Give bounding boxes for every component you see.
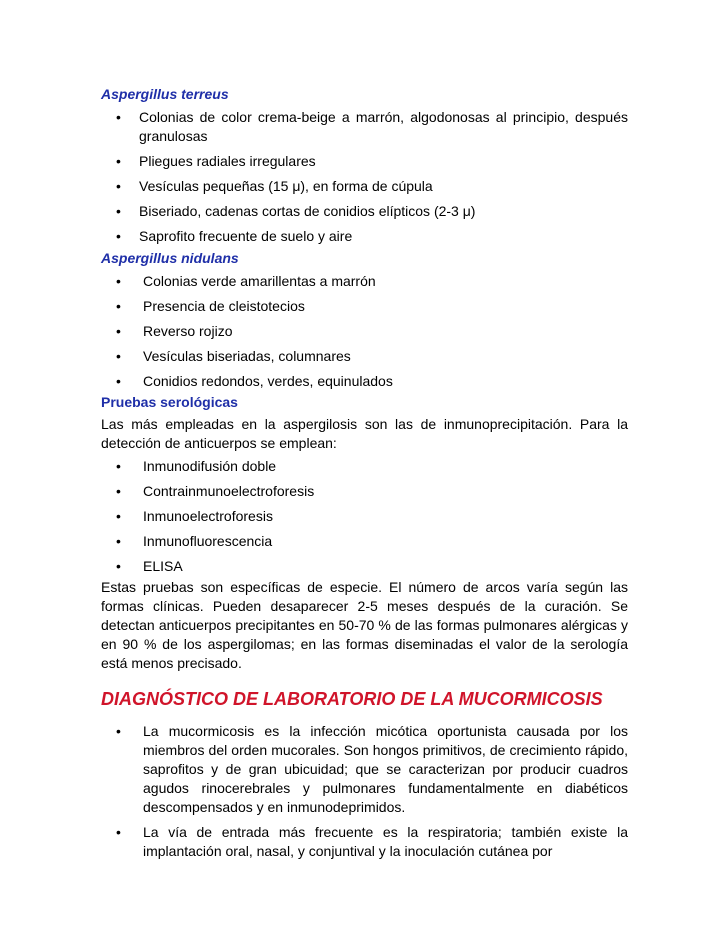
bullet-icon: • (116, 558, 121, 574)
list-item: • ELISA (116, 558, 183, 574)
list-item: • Colonias de color crema-beige a marrón, algodonosas al principio, después granulosas (116, 109, 628, 144)
bullet-icon: • (116, 273, 121, 289)
bullet-icon: • (116, 533, 121, 549)
list-item: • Presencia de cleistotecios (116, 298, 305, 314)
bullet-icon: • (116, 153, 121, 169)
list-item: • Inmunodifusión doble (116, 458, 277, 474)
bullet-icon: • (116, 824, 121, 840)
bullet-icon: • (116, 508, 121, 524)
bullet-icon: • (116, 178, 121, 194)
list-pruebas (101, 457, 628, 576)
list-terreus (101, 108, 628, 246)
bullet-icon: • (116, 723, 121, 739)
list-nidulans (101, 272, 628, 391)
bullet-icon: • (116, 203, 121, 219)
bullet-icon: • (116, 483, 121, 499)
list-item: • Contrainmunoelectroforesis (116, 483, 315, 499)
bullet-icon: • (116, 323, 121, 339)
bullet-icon: • (116, 458, 121, 474)
bullet-icon: • (116, 298, 121, 314)
bullet-icon: • (116, 228, 121, 244)
heading-aspergillus-nidulans: Aspergillus nidulans (101, 250, 239, 266)
list-item: • Vesículas biseriadas, columnares (116, 348, 351, 364)
heading-mucormicosis: DIAGNÓSTICO DE LABORATORIO DE LA MUCORMICOSIS (101, 689, 603, 709)
list-mucormicosis (101, 722, 628, 861)
list-item: • Reverso rojizo (116, 323, 233, 339)
bullet-icon: • (116, 109, 121, 125)
bullet-icon: • (116, 348, 121, 364)
list-item: • Colonias verde amarillentas a marrón (116, 273, 376, 289)
list-item: • La mucormicosis es la infección micótica oportunista causada por los miembros del orden mucorales. Son hongos primitivos, de crecimiento rápido, saprofitos y de gran ubicuidad; que se caracterizan por producir cuadros agudos rinocerebrales y pulmonares fundamentalmente en diabéticos descompensados y en inmunodeprimidos. (116, 723, 628, 815)
heading-pruebas-serologicas: Pruebas serológicas (101, 394, 238, 410)
list-item: • Saprofito frecuente de suelo y aire (116, 228, 353, 244)
document-page (101, 85, 628, 861)
list-item: • Inmunoelectroforesis (116, 508, 273, 524)
bullet-icon: • (116, 373, 121, 389)
heading-aspergillus-terreus: Aspergillus terreus (101, 86, 229, 102)
list-item: • Inmunofluorescencia (116, 533, 273, 549)
paragraph-intro: Las más empleadas en la aspergilosis son las de inmunoprecipitación. Para la detección de anticuerpos se emplean: (101, 416, 628, 451)
list-item: • Vesículas pequeñas (15 μ), en forma de cúpula (116, 178, 433, 194)
list-item: • Biseriado, cadenas cortas de conidios elípticos (2-3 μ) (116, 203, 476, 219)
list-item: • La vía de entrada más frecuente es la respiratoria; también existe la implantación oral, nasal, y conjuntival y la inoculación cutánea por (116, 824, 628, 859)
list-item: • Pliegues radiales irregulares (116, 153, 316, 169)
list-item: • Conidios redondos, verdes, equinulados (116, 373, 393, 389)
paragraph-outro: Estas pruebas son específicas de especie. El número de arcos varía según las formas clínicas. Pueden desaparecer 2-5 meses después de la curación. Se detectan anticuerpos precipitantes en 50-70 % de las formas pulmonares alérgicas y en 90 % de los aspergilomas; en las formas diseminadas el valor de la serología está menos precisado. (101, 579, 628, 671)
